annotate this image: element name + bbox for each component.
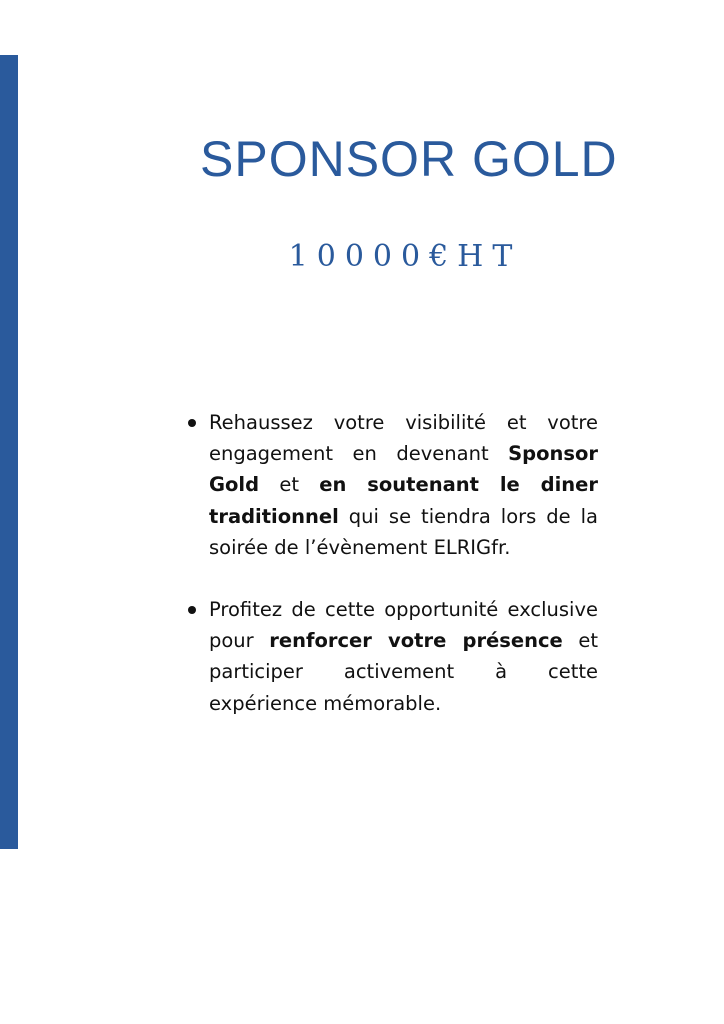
segment: et: [259, 473, 320, 497]
bold-segment: Sponsor Gold: [209, 442, 598, 497]
page-title: SPONSOR GOLD: [200, 131, 618, 187]
bold-segment: en soutenant le diner traditionnel: [209, 473, 598, 528]
bullet-icon: [188, 419, 196, 427]
segment: et participer activement à cette expérience mémorable.: [209, 629, 598, 715]
bullet-icon: [188, 606, 196, 614]
segment: qui se tiendra lors de la soirée de l’évènement ELRIGfr.: [209, 504, 598, 559]
benefit-item: [186, 594, 598, 719]
segment: Profitez de cette opportunité exclusive pour: [209, 598, 598, 653]
benefit-item: [186, 407, 598, 563]
benefits-list: [186, 407, 598, 719]
price-label: 10000€HT: [288, 239, 522, 274]
accent-side-bar: [0, 55, 18, 849]
segment: Rehaussez votre visibilité et votre engagement en devenant: [209, 411, 598, 466]
bold-segment: renforcer votre présence: [269, 629, 563, 653]
